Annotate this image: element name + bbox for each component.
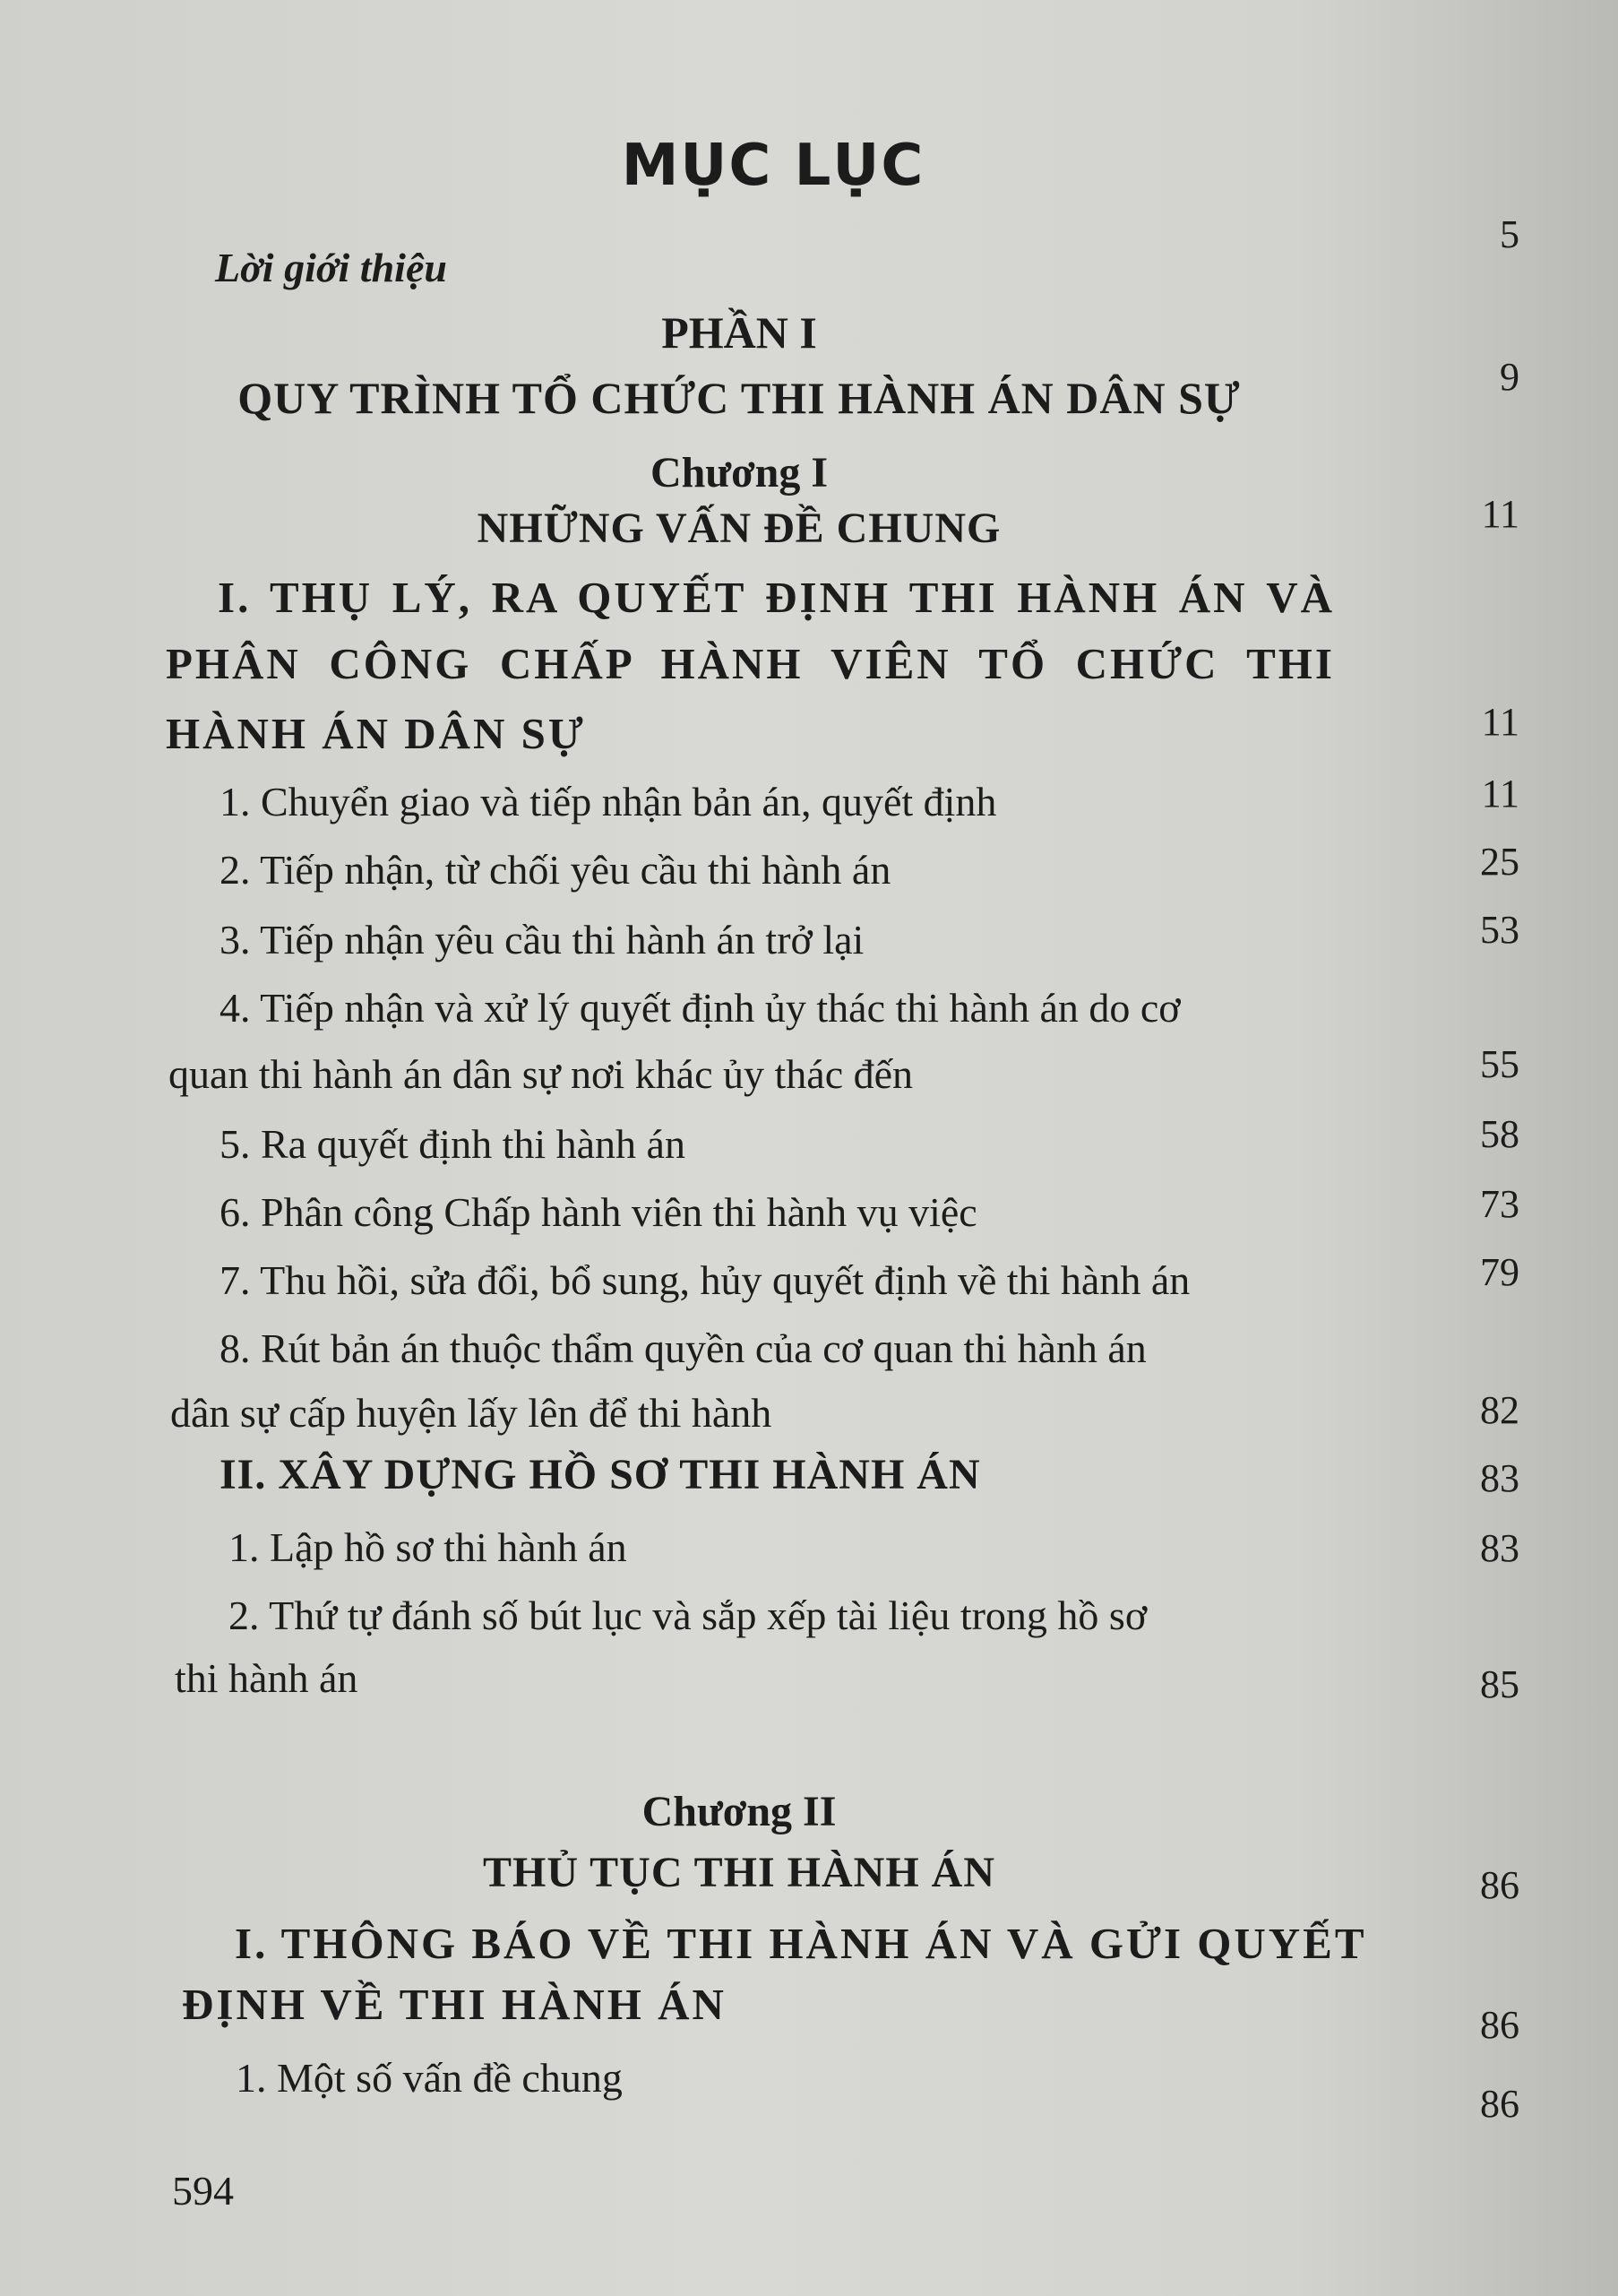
- section-2-heading: II. XÂY DỰNG HỒ SƠ THI HÀNH ÁN: [219, 1451, 981, 1498]
- toc-item: 1. Một số vấn đề chung: [236, 2055, 623, 2101]
- toc-item: 1. Lập hồ sơ thi hành án: [228, 1524, 627, 1570]
- toc-item-page: 25: [1480, 840, 1519, 884]
- toc-item: 3. Tiếp nhận yêu cầu thi hành án trở lại: [219, 917, 865, 962]
- chapter2-heading: THỦ TỤC THI HÀNH ÁN: [483, 1849, 995, 1896]
- part-page: 9: [1500, 355, 1519, 399]
- toc-item: 2. Thứ tự đánh số bút lục và sắp xếp tài liệu trong hồ sơ: [228, 1593, 1148, 1638]
- toc-item: 8. Rút bản án thuộc thẩm quyền của cơ quan thi hành án: [219, 1325, 1147, 1371]
- toc-item: 5. Ra quyết định thi hành án: [219, 1121, 685, 1167]
- toc-item-page: 11: [1481, 772, 1519, 816]
- section-1-line-2: PHÂN CÔNG CHẤP HÀNH VIÊN TỔ CHỨC THI: [166, 639, 1335, 688]
- toc-item-page: 53: [1480, 908, 1519, 952]
- toc-item-page: 85: [1480, 1662, 1519, 1706]
- section-1-page: 11: [1481, 700, 1519, 744]
- page-title: MỤC LỤC: [621, 133, 925, 199]
- section-1-line-3: HÀNH ÁN DÂN SỰ: [166, 709, 586, 758]
- intro-label: Lời giới thiệu: [215, 245, 447, 290]
- toc-item: 1. Chuyển giao và tiếp nhận bản án, quyết định: [219, 779, 997, 824]
- toc-item-continued: thi hành án: [175, 1655, 358, 1701]
- part-label: PHẦN I: [661, 307, 817, 358]
- section-2-page: 83: [1480, 1456, 1519, 1500]
- toc-item-page: 58: [1480, 1112, 1519, 1156]
- toc-item-page: 83: [1480, 1526, 1519, 1570]
- toc-item: 7. Thu hồi, sửa đổi, bổ sung, hủy quyết định về thi hành án: [219, 1257, 1191, 1303]
- toc-item-page: 82: [1480, 1388, 1519, 1432]
- section-1-line-1: I. THỤ LÝ, RA QUYẾT ĐỊNH THI HÀNH ÁN VÀ: [218, 573, 1335, 622]
- toc-item: 2. Tiếp nhận, từ chối yêu cầu thi hành án: [219, 847, 891, 893]
- chapter1-label: Chương I: [650, 449, 829, 496]
- chapter1-heading: NHỮNG VẤN ĐỀ CHUNG: [477, 505, 1002, 552]
- section-3-line-2: ĐỊNH VỀ THI HÀNH ÁN: [182, 1980, 727, 2029]
- chapter1-page: 11: [1481, 492, 1519, 536]
- toc-item: 4. Tiếp nhận và xử lý quyết định ủy thác thi hành án do cơ: [219, 985, 1181, 1031]
- page-number: 594: [172, 2168, 234, 2214]
- toc-item-page: 79: [1480, 1250, 1519, 1294]
- section-3-page: 86: [1480, 2003, 1519, 2047]
- part-heading: QUY TRÌNH TỔ CHỨC THI HÀNH ÁN DÂN SỰ: [237, 373, 1241, 423]
- intro-page: 5: [1500, 212, 1519, 256]
- toc-item-continued: quan thi hành án dân sự nơi khác ủy thác đến: [168, 1051, 914, 1097]
- toc-item-page: 86: [1480, 2082, 1519, 2126]
- section-3-line-1: I. THÔNG BÁO VỀ THI HÀNH ÁN VÀ GỬI QUYẾT: [235, 1919, 1367, 1968]
- toc-item: 6. Phân công Chấp hành viên thi hành vụ việc: [219, 1189, 977, 1235]
- toc-item-page: 55: [1480, 1042, 1519, 1086]
- toc-item-continued: dân sự cấp huyện lấy lên để thi hành: [170, 1390, 772, 1436]
- toc-item-page: 73: [1480, 1182, 1519, 1226]
- chapter2-page: 86: [1480, 1863, 1519, 1907]
- chapter2-label: Chương II: [641, 1788, 837, 1835]
